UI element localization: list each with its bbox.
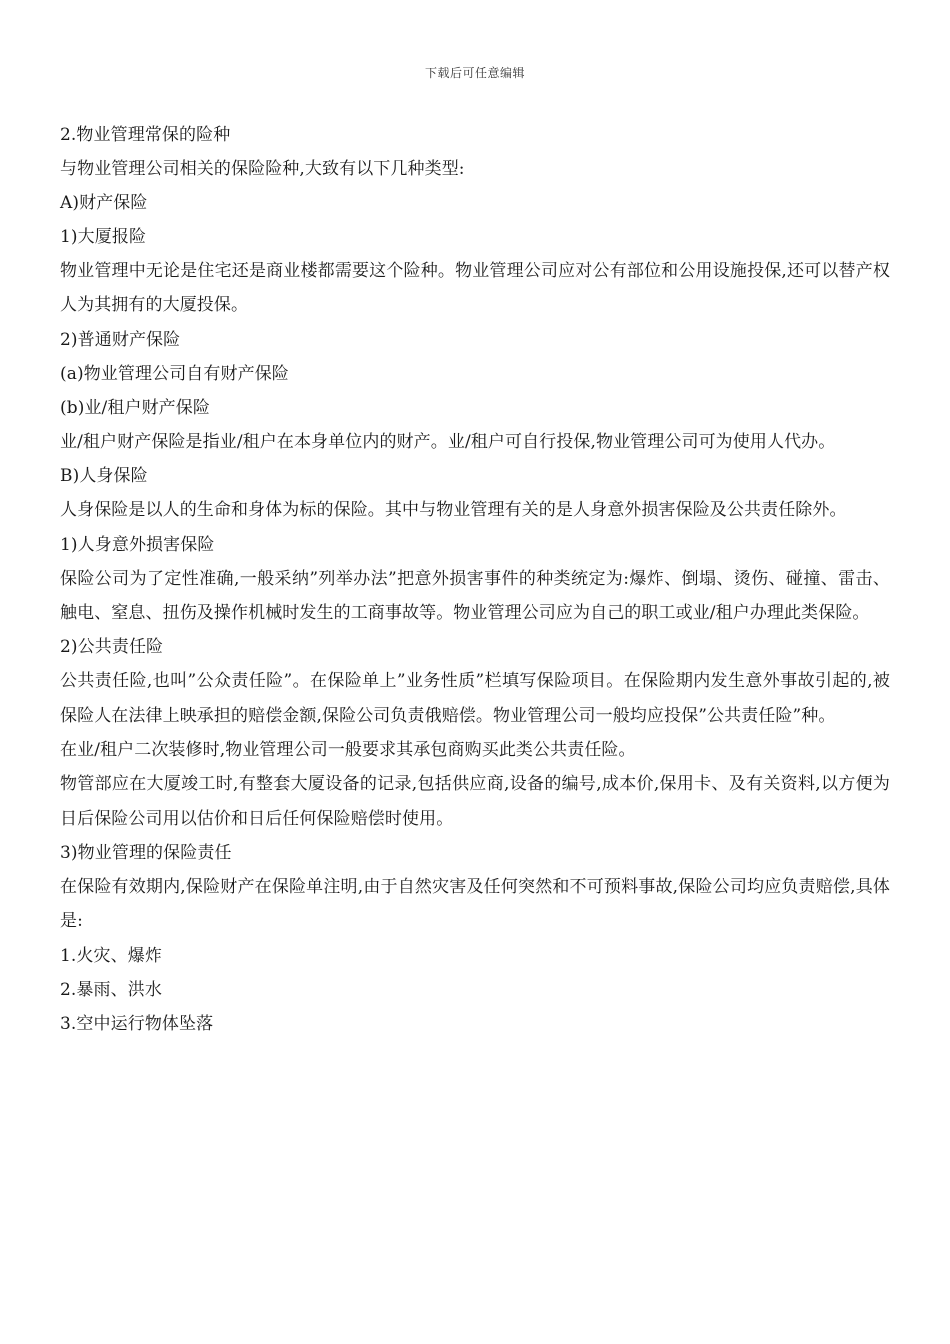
subheading-public-liability: 2)公共责任险	[60, 637, 164, 658]
paragraph-insurance-liability: 在保险有效期内,保险财产在保险单注明,由于自然灾害及任何突然和不可预料事故,保险公司均应负责赔偿,具体是:	[60, 877, 890, 932]
paragraph-public-liability: 公共责任险,也叫”公众责任险”。在保险单上”业务性质”栏填写保险项目。在保险期内发生意外事故引起的,被保险人在法律上映承担的赔偿金额,保险公司负责俄赔偿。物业管理公司一般均应投保”公共责任险”种。	[60, 671, 890, 726]
list-item-falling-objects: 3.空中运行物体坠落	[60, 1013, 214, 1034]
paragraph-personal-insurance: 人身保险是以人的生命和身体为标的保险。其中与物业管理有关的是人身意外损害保险及公共责任除外。	[60, 500, 847, 521]
paragraph-tenant-property-insurance: 业/租户财产保险是指业/租户在本身单位内的财产。业/租户可自行投保,物业管理公司可为使用人代办。	[60, 431, 836, 452]
subheading-accident-insurance: 1)人身意外损害保险	[60, 534, 215, 555]
paragraph-accident-insurance: 保险公司为了定性准确,一般采纳”列举办法”把意外损害事件的种类统定为:爆炸、倒塌、烫伤、碰撞、雷击、触电、窒息、扭伤及操作机械时发生的工商事故等。物业管理公司应为自己的职工或业/租户办理此类保险。	[60, 568, 890, 624]
heading-personal-insurance: B)人身保险	[60, 466, 148, 487]
document-body	[60, 118, 890, 1041]
subheading-building-insurance: 1)大厦报险	[60, 227, 147, 247]
heading-property-insurance: A)财产保险	[60, 193, 148, 213]
item-tenant-property-insurance: (b)业/租户财产保险	[60, 397, 210, 418]
intro-line: 与物业管理公司相关的保险险种,大致有以下几种类型:	[60, 159, 465, 179]
list-item-fire-explosion: 1.火灾、爆炸	[60, 945, 162, 966]
subheading-general-property-insurance: 2)普通财产保险	[60, 329, 181, 350]
subheading-insurance-liability: 3)物业管理的保险责任	[60, 843, 232, 864]
page-header-note: 下载后可任意编辑	[424, 66, 525, 80]
item-company-property-insurance: (a)物业管理公司自有财产保险	[60, 363, 289, 384]
paragraph-equipment-records: 物管部应在大厦竣工时,有整套大厦设备的记录,包括供应商,设备的编号,成本价,保用卡、及有关资料,以方便为日后保险公司用以估价和日后任何保险赔偿时使用。	[60, 774, 890, 829]
section-heading-insurance-types: 2.物业管理常保的险种	[60, 125, 231, 145]
paragraph-building-insurance: 物业管理中无论是住宅还是商业楼都需要这个险种。物业管理公司应对公有部位和公用设施投保,还可以替产权人为其拥有的大厦投保。	[60, 261, 890, 316]
list-item-rain-flood: 2.暴雨、洪水	[60, 979, 162, 1000]
line-renovation-liability: 在业/租户二次装修时,物业管理公司一般要求其承包商购买此类公共责任险。	[60, 740, 636, 761]
